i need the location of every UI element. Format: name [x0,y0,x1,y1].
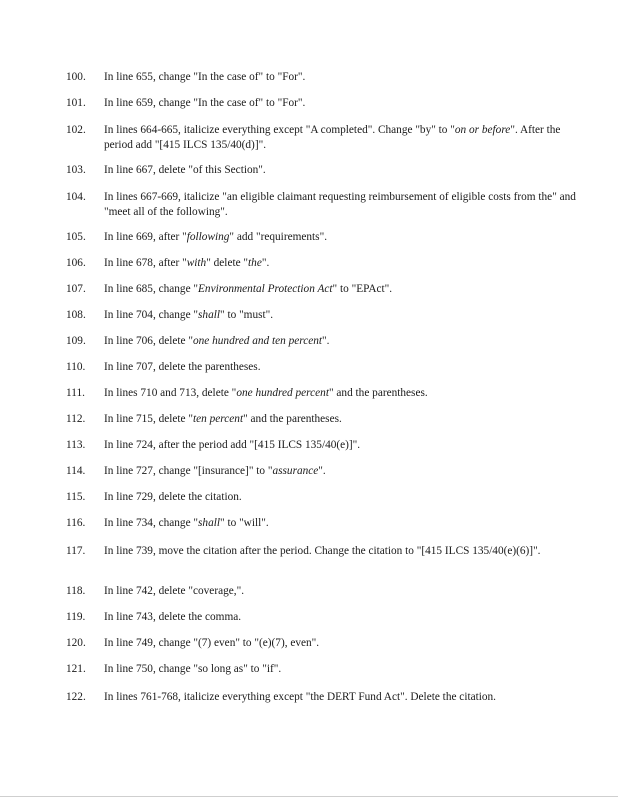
item-number: 112. [66,413,86,425]
italic-text: Environmental Protection Act [198,283,333,295]
italic-text: shall [198,309,221,321]
item-number: 105. [66,231,86,243]
italic-text: following [186,231,230,243]
text-segment: " to "EPAct". [332,283,393,295]
italic-text: one hundred and ten percent [193,335,323,347]
item-number: 101. [66,97,86,109]
item-text [104,690,588,705]
italic-text: ten percent [193,413,244,425]
item-text [104,360,588,375]
item-text [104,123,588,153]
item-text [104,584,588,599]
item-number: 118. [66,585,86,597]
text-segment: In line 678, after " [104,257,187,269]
text-segment: In line 750, change "so long as" to "if". [104,663,282,675]
item-text [104,282,588,297]
text-segment: In lines 664-665, italicize everything except "A completed". Change "by" to " [104,124,455,136]
item-number: 119. [66,611,86,623]
item-number: 115. [66,491,86,503]
item-number: 111. [66,387,85,399]
text-segment: In line 729, delete the citation. [104,491,242,503]
text-segment: In lines 761-768, italicize everything except "the DERT Fund Act". Delete the citation. [104,691,497,703]
italic-text: on or before [454,124,511,136]
item-text [104,412,588,427]
item-number: 107. [66,283,86,295]
item-number: 122. [66,691,86,703]
item-text [104,490,588,505]
item-text [104,230,588,245]
text-segment: In line 724, after the period add "[415 ILCS 135/40(e)]". [104,439,361,451]
italic-text: with [186,257,207,269]
item-number: 103. [66,164,86,176]
item-text [104,464,588,479]
text-segment: ". After the period add "[415 ILCS 135/40(d)]". [104,124,561,151]
item-number: 113. [66,439,86,451]
text-segment: In line 727, change "[insurance]" to " [104,465,273,477]
item-text [104,163,588,178]
text-segment: In line 659, change "In the case of" to "For". [104,97,306,109]
item-text [104,334,588,349]
text-segment: In line 655, change "In the case of" to "For". [104,71,306,83]
item-number: 114. [66,465,86,477]
item-number: 102. [66,124,86,136]
item-number: 117. [66,545,86,557]
item-text [104,386,588,401]
item-number: 108. [66,309,86,321]
text-segment: In line 704, change " [104,309,199,321]
text-segment: In line 749, change "(7) even" to "(e)(7), even". [104,637,320,649]
text-segment: In line 667, delete "of this Section". [104,164,266,176]
text-segment: In line 742, delete "coverage,". [104,585,245,597]
text-segment: ". [322,335,330,347]
italic-text: assurance [272,465,319,477]
item-text [104,308,588,323]
text-segment: In lines 667-669, italicize "an eligible claimant requesting reimbursement of eligible costs from the" and "meet all of the following". [104,191,576,218]
text-segment: In line 669, after " [104,231,187,243]
item-text [104,544,588,559]
item-number: 116. [66,517,86,529]
italic-text: shall [198,517,221,529]
italic-text: the [248,257,262,269]
item-text [104,516,588,531]
text-segment: In line 743, delete the comma. [104,611,242,623]
text-segment: In lines 710 and 713, delete " [104,387,237,399]
item-number: 110. [66,361,86,373]
item-text [104,190,588,220]
item-text [104,70,588,85]
item-number: 100. [66,71,86,83]
item-text [104,96,588,111]
text-segment: In line 707, delete the parentheses. [104,361,261,373]
text-segment: ". [261,257,270,269]
item-text [104,438,588,453]
item-text [104,256,588,271]
item-number: 106. [66,257,86,269]
text-segment: In line 706, delete " [104,335,193,347]
italic-text: one hundred percent [236,387,329,399]
text-segment: " to "will". [220,517,269,529]
text-segment: " add "requirements". [229,231,328,243]
text-segment: " and the parentheses. [328,387,428,399]
text-segment: " delete " [206,257,249,269]
text-segment: " to "must". [220,309,274,321]
item-number: 104. [66,191,86,203]
item-text [104,662,588,677]
item-number: 109. [66,335,86,347]
text-segment: ". [318,465,326,477]
item-number: 121. [66,663,86,675]
text-segment: In line 715, delete " [104,413,193,425]
text-segment: In line 739, move the citation after the period. Change the citation to "[415 ILCS 135/40(e)(6)]". [104,545,541,557]
item-text [104,636,588,651]
item-number: 120. [66,637,86,649]
text-segment: In line 685, change " [104,283,199,295]
page-bottom-edge [0,796,618,797]
text-segment: In line 734, change " [104,517,199,529]
text-segment: " and the parentheses. [243,413,342,425]
item-text [104,610,588,625]
